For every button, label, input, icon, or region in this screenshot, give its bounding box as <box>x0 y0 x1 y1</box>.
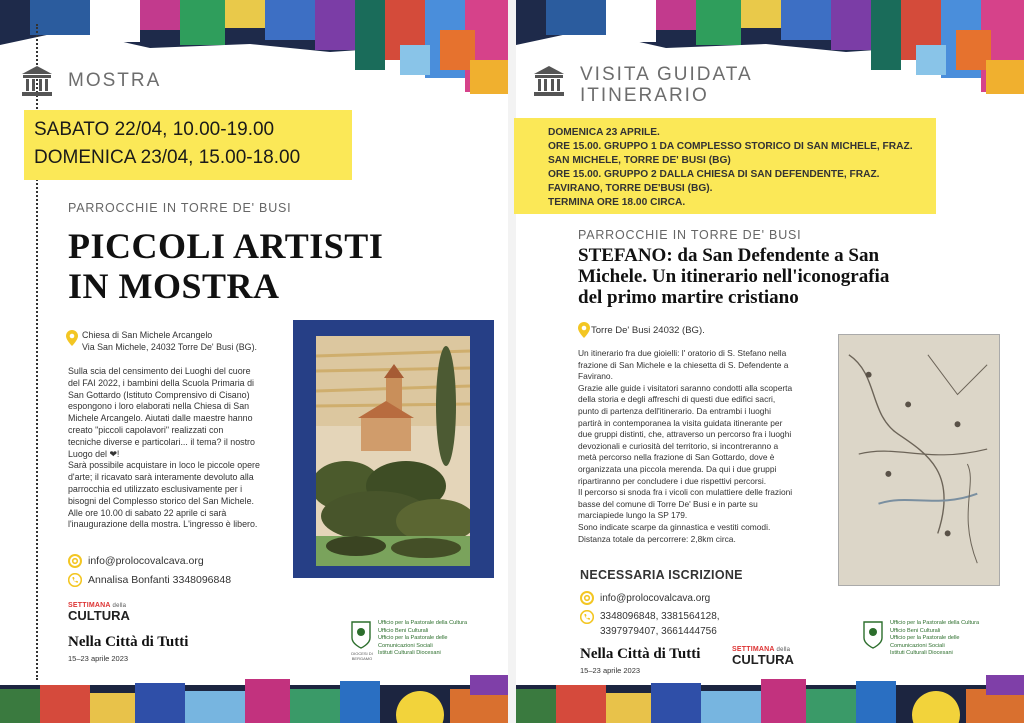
location-address: Torre De' Busi 24032 (BG). <box>591 325 705 336</box>
text-line: punto di partenza dell'itinerario. Da entrambi i luoghi <box>578 405 771 416</box>
text-line: Istituti Culturali Diocesani <box>378 650 441 657</box>
category-label: MOSTRA <box>68 70 162 91</box>
page-title <box>578 245 978 308</box>
week-dates: 15–23 aprile 2023 <box>580 666 641 675</box>
title-line: del primo martire cristiano <box>578 287 799 308</box>
settimana-cultura-logo <box>68 602 130 622</box>
email-icon <box>68 554 82 568</box>
title-line: STEFANO: da San Defendente a San <box>578 245 880 266</box>
mosaic-footer <box>0 675 508 723</box>
diocese-label: DIOCESI DI BERGAMO <box>351 651 373 661</box>
text-line: Distanza totale da percorrere: 2,8km circa. <box>578 533 736 544</box>
page-title <box>68 226 383 306</box>
text-line: espongono i loro elaborati nella Chiesa di San <box>68 401 250 412</box>
historic-map-image <box>838 334 1000 586</box>
date-line: SABATO 22/04, 10.00-19.00 <box>34 119 275 140</box>
text-line: Alle ore 10.00 di sabato 22 aprile ci sarà <box>68 507 227 518</box>
text-line: Comunicazioni Sociali <box>890 642 945 649</box>
text-line: Comunicazioni Sociali <box>378 642 433 649</box>
text-line: ORE 15.00. GRUPPO 1 DA COMPLESSO STORICO DI SAN MICHELE, FRAZ. <box>548 141 913 152</box>
text-line: Istituti Culturali Diocesani <box>890 650 953 657</box>
text-line: marciapiede lungo la SP 179. <box>578 510 688 521</box>
text-line: d'arte; il ricavato sarà interamente devoluto alla <box>68 472 254 483</box>
text-line: Un itinerario fra due gioielli: l' oratorio di S. Stefano nella <box>578 348 787 358</box>
text-line: Michele Arcangelo. Aiutati dalle maestre hanno <box>68 413 253 424</box>
week-dates: 15–23 aprile 2023 <box>68 654 129 663</box>
phone-contacts[interactable] <box>600 609 720 639</box>
diocese-crest-icon <box>862 620 884 650</box>
text-line: partirà in contemporanea la visita guidata itinerante per <box>578 417 783 428</box>
panel-divider <box>508 0 516 723</box>
category-label <box>580 64 753 106</box>
text-line: Sono indicate scarpe da ginnastica e vestiti comodi. <box>578 521 771 532</box>
phone-line[interactable]: 3397979407, 3661444756 <box>600 626 717 637</box>
text-line: della storia e degli affreschi di questi due edifici sacri, <box>578 394 776 405</box>
phone-line[interactable]: 3348096848, 3381564128, <box>600 611 720 622</box>
date-box <box>24 110 352 180</box>
logo-text: CULTURA <box>68 608 130 623</box>
text-line: frazione di San Michele e la chiesetta di S. Defendente a <box>578 359 789 370</box>
slogan: Nella Città di Tutti <box>580 646 701 662</box>
logo-text: della <box>112 603 127 609</box>
organizer: PARROCCHIE IN TORRE DE' BUSI <box>578 228 802 242</box>
title-line: PICCOLI ARTISTI <box>68 226 384 266</box>
location-address <box>82 330 257 354</box>
text-line: Grazie alle guide i visitatori saranno condotti alla scoperta <box>578 382 793 393</box>
text-line: Sarà possibile acquistare in loco le piccole opere <box>68 460 260 471</box>
text-line: l'inaugurazione della mostra. L'ingresso è libero. <box>68 519 258 530</box>
email-link[interactable]: info@prolocovalcava.org <box>600 593 711 604</box>
text-line: Ufficio per la Pastorale della Cultura <box>378 620 468 626</box>
text-line: metà percorso nella frazione di San Gottardo, dove è <box>578 452 775 463</box>
slogan: Nella Città di Tutti <box>68 634 189 650</box>
text-line: tecniche diverse e particolari... il tema? il nostro <box>68 436 255 447</box>
museum-icon <box>20 64 54 98</box>
text-line: Favirano. <box>578 371 613 382</box>
phone-icon <box>580 610 594 624</box>
text-line: bisogni del Complesso storico del San Michele. <box>68 495 254 506</box>
text-line: DOMENICA 23 APRILE. <box>548 127 660 138</box>
panel-mostra <box>0 0 508 723</box>
email-icon <box>580 591 594 605</box>
office-list <box>890 620 1000 658</box>
date-line: DOMENICA 23/04, 15.00-18.00 <box>34 147 301 168</box>
title-line: Michele. Un itinerario nell'iconografia <box>578 266 890 287</box>
text-line: basse del comune di Torre De' Busi e in parte su <box>578 498 758 509</box>
registration-required: NECESSARIA ISCRIZIONE <box>580 568 743 582</box>
address-line: Via San Michele, 24032 Torre De' Busi (BG). <box>82 341 258 352</box>
text-line: Ufficio per la Pastorale della Cultura <box>890 620 980 626</box>
museum-icon <box>532 64 566 98</box>
title-line: IN MOSTRA <box>68 266 280 306</box>
text-line: Ufficio Beni Culturali <box>890 627 941 634</box>
text-line: Ufficio per la Pastorale delle <box>378 635 448 642</box>
address-line: Chiesa di San Michele Arcangelo <box>82 330 213 340</box>
text-line: creato "piccoli capolavori" realizzati con <box>68 424 224 435</box>
text-line: ripartiranno per concludere i due rispettivi percorsi. <box>578 475 767 486</box>
diocese-crest-icon <box>350 620 372 650</box>
settimana-cultura-logo <box>732 646 794 666</box>
text-line: organizzata una piccola merenda. Da qui i due gruppi <box>578 463 777 474</box>
logo-text: SETTIMANA <box>68 602 111 609</box>
location-pin-icon <box>578 322 590 338</box>
text-line: SAN MICHELE, TORRE DE' BUSI (BG) <box>548 155 731 166</box>
organizer: PARROCCHIE IN TORRE DE' BUSI <box>68 201 292 215</box>
text-line: parrocchia ed utilizzato esclusivamente per i <box>68 483 243 494</box>
category-line: VISITA GUIDATA <box>580 64 753 85</box>
text-line: San Gottardo (Istituto Comprensivo di Cisano) <box>68 389 250 400</box>
text-line: FAVIRANO, TORRE DE'BUSI (BG). <box>548 183 713 194</box>
category-line: ITINERARIO <box>580 85 709 106</box>
logo-text: della <box>776 647 791 653</box>
text-line: Luogo del ❤! <box>68 448 120 459</box>
text-line: Ufficio Beni Culturali <box>378 627 429 634</box>
mosaic-footer <box>516 675 1024 723</box>
text-line: ORE 15.00. GRUPPO 2 DALLA CHIESA DI SAN DEFENDENTE, FRAZ. <box>548 169 880 180</box>
phone-icon <box>68 573 82 587</box>
schedule-box <box>514 118 936 214</box>
logo-text: CULTURA <box>732 652 794 667</box>
office-list <box>378 620 488 658</box>
text-line: del FAI 2022, i bambini della Scuola Primaria di <box>68 377 254 388</box>
logo-text: SETTIMANA <box>732 646 775 653</box>
text-line: TERMINA ORE 18.00 CIRCA. <box>548 197 686 208</box>
text-line: due gruppi distinti, che, attraverso un percorso fra i luoghi <box>578 429 792 440</box>
text-line: Ufficio per la Pastorale delle <box>890 635 960 642</box>
text-line: devozionali e curiosità del territorio, si incontreranno a <box>578 440 779 451</box>
text-line: Sulla scia del censimento dei Luoghi del cuore <box>68 366 251 376</box>
phone-contact[interactable]: Annalisa Bonfanti 3348096848 <box>88 574 232 586</box>
description <box>68 366 288 531</box>
location-pin-icon <box>66 330 78 346</box>
text-line: Il percorso si snoda fra i vicoli con mulattiere delle frazioni <box>578 487 793 498</box>
description <box>578 348 838 545</box>
children-artwork <box>316 336 470 566</box>
email-link[interactable]: info@prolocovalcava.org <box>88 555 204 567</box>
